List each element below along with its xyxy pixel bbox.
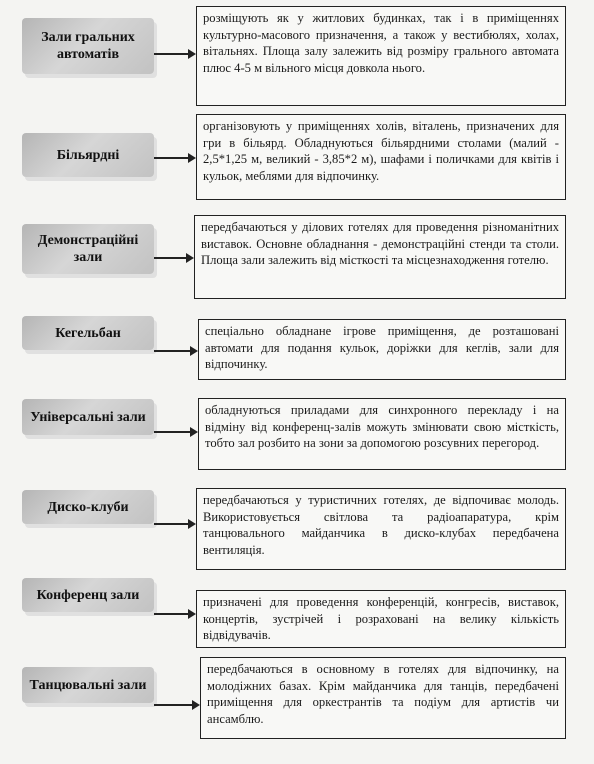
arrow-icon xyxy=(154,257,192,259)
row-description: передбачаються у ділових готелях для проведення різноманітних виставок. Основне обладнання - демонстраційні стенди та столи. Площа зали залежить від місткості та місцезнаходження готелю. xyxy=(194,215,566,299)
row-label: Більярдні xyxy=(22,133,154,177)
row-description: розміщують як у житлових будинках, так і в приміщеннях культурно-масового призначення, а також у вестибюлях, холах, вітальнях. Площа залу залежить від розміру грального автомата плюс 4-5 м вільного місця довкола нього. xyxy=(196,6,566,106)
row-label: Диско-клуби xyxy=(22,490,154,524)
row-description: передбачаються в основному в готелях для відпочинку, на молодіжних базах. Крім майданчика для танців, передбачені приміщення для оркестрантів та подіум для артистів чи ансамблю. xyxy=(200,657,566,739)
arrow-icon xyxy=(154,53,194,55)
arrow-icon xyxy=(154,350,196,352)
row-label: Танцювальні зали xyxy=(22,667,154,703)
row-label: Універсальні зали xyxy=(22,399,154,435)
row-label: Кегельбан xyxy=(22,316,154,350)
arrow-icon xyxy=(154,704,198,706)
row-label: Демонстраційні зали xyxy=(22,224,154,274)
arrow-icon xyxy=(154,523,194,525)
row-description: спеціально обладнане ігрове приміщення, де розташовані автомати для подання кульок, доріжки для кеглів, зали для відпочинку. xyxy=(198,319,566,380)
row-description: призначені для проведення конференцій, конгресів, виставок, концертів, зустрічей і розраховані на велику кількість відвідувачів. xyxy=(196,590,566,648)
arrow-icon xyxy=(154,431,196,433)
row-label: Зали гральних автоматів xyxy=(22,18,154,74)
row-description: передбачаються у туристичних готелях, де відпочиває молодь. Використовується світлова та радіоапаратура, крім танцювального майданчика в диско-клубах передбачена вентиляція. xyxy=(196,488,566,570)
arrow-icon xyxy=(154,157,194,159)
arrow-icon xyxy=(154,613,194,615)
row-label: Конференц зали xyxy=(22,578,154,612)
row-description: обладнуються приладами для синхронного перекладу і на відміну від конференц-залів можуть змінювати свою місткість, тобто зал розбито на зони за допомогою розсувних перегород. xyxy=(198,398,566,470)
row-description: організовують у приміщеннях холів, віталень, призначених для гри в більярд. Обладнуються більярдними столами (малий - 2,5*1,25 м, великий - 3,85*2 м), шафами і поличками для квітів і кульок, меблями для відпочинку. xyxy=(196,114,566,200)
